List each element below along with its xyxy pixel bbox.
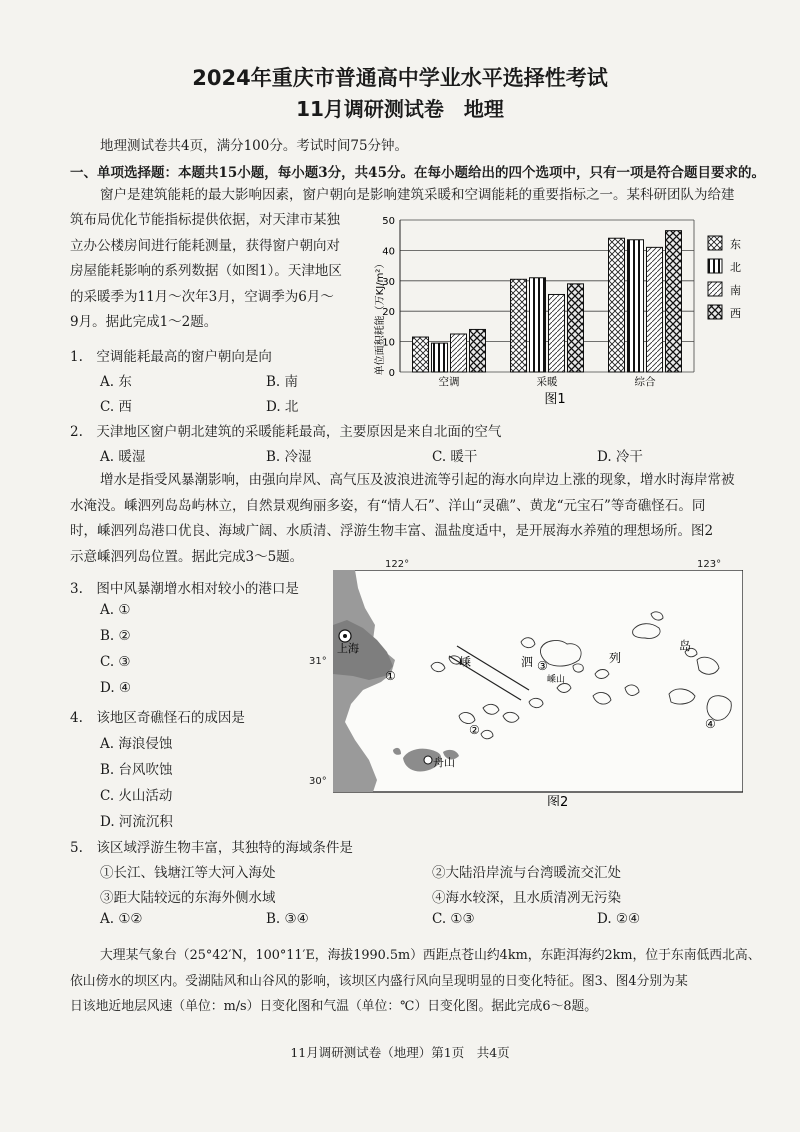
chart-ytick-label: 10 <box>382 337 395 349</box>
passage1-line2: 筑布局优化节能指标提供依据，对天津市某独 <box>70 212 340 228</box>
legend-label-北: 北 <box>730 261 741 274</box>
passage1-line4: 房屋能耗影响的系列数据（如图1）。天津地区 <box>70 263 342 279</box>
passage2-line2: 水淹没。嵊泗列岛岛屿林立，自然景观绚丽多姿，有“情人石”、洋山“灵礁”、黄龙“元宝石”等奇礁怪石。同 <box>70 497 706 514</box>
chart-ytick-label: 30 <box>382 276 395 288</box>
zhoushan-marker <box>424 756 432 764</box>
legend-label-南: 南 <box>730 284 741 297</box>
q4-option-d[interactable]: D. 河流沉积 <box>100 814 173 830</box>
bar-东-空调 <box>413 337 429 372</box>
q4-option-c[interactable]: C. 火山活动 <box>100 788 173 804</box>
label-si: 泗 <box>521 655 534 669</box>
chart-ytick-label: 20 <box>382 307 395 319</box>
label-dao: 岛 <box>679 639 692 653</box>
lon-label-122 <box>389 570 413 571</box>
chart-category-label: 空调 <box>438 376 460 388</box>
port-3: ③ <box>537 659 548 673</box>
chart-category-label: 综合 <box>634 376 656 388</box>
q2-option-c[interactable]: C. 暖干 <box>432 449 478 465</box>
chart-caption: 图1 <box>544 392 566 407</box>
section-heading: 一、单项选择题：本题共15小题，每小题3分，共45分。在每小题给出的四个选项中，只有一项是符合题目要求的。 <box>70 165 765 181</box>
lon-label-123-html: 123° <box>697 559 722 570</box>
bar-北-空调 <box>432 343 448 372</box>
q4-option-a[interactable]: A. 海浪侵蚀 <box>100 736 173 752</box>
legend-label-西: 西 <box>730 307 741 320</box>
bar-南-采暖 <box>549 294 565 372</box>
legend-label-东: 东 <box>730 238 741 251</box>
lon-label-123 <box>701 570 725 571</box>
q5-option-c[interactable]: C. ①③ <box>432 911 475 927</box>
chart-ytick-label: 40 <box>382 246 395 258</box>
passage3-line1: 大理某气象台（25°42′N，100°11′E，海拔1990.5m）西距点苍山约4km，东距洱海约2km，位于东南低西北高、 <box>100 948 761 963</box>
q5-option-a[interactable]: A. ①② <box>100 911 143 927</box>
port-4: ④ <box>705 717 716 731</box>
q5-item-3: ③距大陆较远的东海外侧水域 <box>100 890 276 906</box>
exam-subtitle: 11月调研测试卷 地理 <box>296 97 504 121</box>
passage3-line3: 日该地近地层风速（单位：m/s）日变化图和气温（单位：℃）日变化图。据此完成6～8题。 <box>70 999 598 1014</box>
exam-title: 2024年重庆市普通高中学业水平选择性考试 <box>192 66 608 90</box>
bar-西-采暖 <box>568 284 584 372</box>
legend-swatch-南 <box>708 282 722 296</box>
label-sheng: 嵊 <box>459 655 472 669</box>
q1-stem: 1. 空调能耗最高的窗户朝向是向 <box>70 349 272 365</box>
q1-option-d[interactable]: D. 北 <box>266 399 299 415</box>
chart-ylabel: 单位面积耗能（万KJ/m²） <box>375 258 386 376</box>
bar-南-综合 <box>647 247 663 372</box>
label-lie: 列 <box>609 651 622 665</box>
bar-东-采暖 <box>511 279 527 372</box>
q3-stem: 3. 图中风暴潮增水相对较小的港口是 <box>70 581 299 597</box>
bar-南-空调 <box>451 334 467 372</box>
bar-北-综合 <box>628 240 644 372</box>
q3-option-d[interactable]: D. ④ <box>100 680 132 696</box>
q1-option-a[interactable]: A. 东 <box>100 374 132 390</box>
passage1-line6: 9月。据此完成1～2题。 <box>70 314 218 330</box>
label-shanghai: 上海 <box>337 642 359 655</box>
q2-option-b[interactable]: B. 冷湿 <box>266 449 312 465</box>
q2-option-a[interactable]: A. 暖湿 <box>100 449 146 465</box>
chart-ytick-label: 50 <box>382 216 395 227</box>
passage1-line5: 的采暖季为11月～次年3月，空调季为6月～ <box>70 288 334 305</box>
q2-stem: 2. 天津地区窗户朝北建筑的采暖能耗最高，主要原因是来自北面的空气 <box>70 424 502 440</box>
q2-option-d[interactable]: D. 冷干 <box>597 449 643 465</box>
figure1-chart <box>372 212 764 410</box>
q3-option-c[interactable]: C. ③ <box>100 654 131 670</box>
q4-option-b[interactable]: B. 台风吹蚀 <box>100 762 173 778</box>
passage2-line3: 时，嵊泗列岛港口优良、海域广阔、水质清、浮游生物丰富、温盐度适中，是开展海水养殖的理想场所。图2 <box>70 523 714 539</box>
q5-option-d[interactable]: D. ②④ <box>597 911 641 927</box>
lat-label-30: 30° <box>309 776 327 787</box>
q1-option-c[interactable]: C. 西 <box>100 399 132 415</box>
bar-chart-svg <box>372 212 764 410</box>
q5-item-2: ②大陆沿岸流与台湾暖流交汇处 <box>432 865 621 881</box>
q5-item-4: ④海水较深，且水质清冽无污染 <box>432 890 621 906</box>
passage1-line1: 窗户是建筑能耗的最大影响因素，窗户朝向是影响建筑采暖和空调能耗的重要指标之一。某科研团队为给建 <box>100 187 735 203</box>
chart-category-label: 采暖 <box>536 376 558 388</box>
q3-option-b[interactable]: B. ② <box>100 628 131 644</box>
passage2-line4: 示意嵊泗列岛位置。据此完成3～5题。 <box>70 548 304 565</box>
lon-label-122-html: 122° <box>385 559 410 570</box>
passage1-line3: 立办公楼房间进行能耗测量，获得窗户朝向对 <box>70 237 340 254</box>
port-1: ① <box>385 669 396 683</box>
label-shengshan: 嵊山 <box>547 675 566 685</box>
q1-option-b[interactable]: B. 南 <box>266 374 299 390</box>
map-svg <box>333 570 743 806</box>
q5-option-b[interactable]: B. ③④ <box>266 911 309 927</box>
figure2-map <box>309 559 743 806</box>
passage2-line1: 增水是指受风暴潮影响，由强向岸风、高气压及波浪进流等引起的海水向岸边上涨的现象，增水时海岸常被 <box>100 472 735 488</box>
lat-label-31: 31° <box>309 656 327 667</box>
chart-ytick-label: 0 <box>388 368 395 379</box>
q5-item-1: ①长江、钱塘江等大河入海处 <box>100 865 276 881</box>
map-caption: 图2 <box>547 795 569 806</box>
bar-西-空调 <box>470 329 486 372</box>
exam-intro: 地理测试卷共4页，满分100分。考试时间75分钟。 <box>100 138 409 154</box>
legend-swatch-北 <box>708 259 722 273</box>
page-footer: 11月调研测试卷（地理）第1页 共4页 <box>290 1045 510 1060</box>
bar-北-采暖 <box>530 278 546 372</box>
port-2: ② <box>469 723 480 737</box>
legend-swatch-西 <box>708 305 722 319</box>
q4-stem: 4. 该地区奇礁怪石的成因是 <box>70 710 245 726</box>
shanghai-marker-dot <box>343 634 347 638</box>
q3-option-a[interactable]: A. ① <box>100 602 131 618</box>
bar-西-综合 <box>666 231 682 372</box>
bar-东-综合 <box>609 238 625 372</box>
passage3-line2: 依山傍水的坝区内。受湖陆风和山谷风的影响，该坝区内盛行风向呈现明显的日变化特征。图3、图4分别为某 <box>70 973 688 989</box>
label-zhoushan: 舟山 <box>433 756 455 769</box>
q5-stem: 5. 该区域浮游生物丰富，其独特的海域条件是 <box>70 840 353 856</box>
legend-swatch-东 <box>708 236 722 250</box>
